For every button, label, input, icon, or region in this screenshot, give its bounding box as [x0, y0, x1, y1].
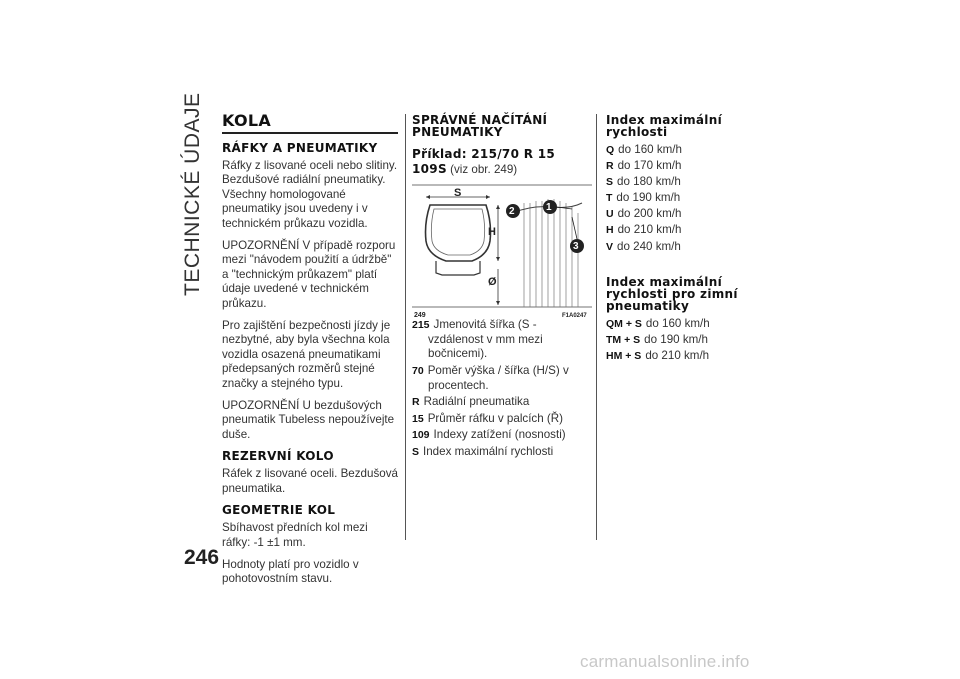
section-heading-spare-wheel: REZERVNÍ KOLO [222, 449, 334, 464]
watermark: carmanualsonline.info [580, 652, 750, 671]
list-item: R Radiální pneumatika [412, 395, 530, 409]
section-heading-winter-speed-index: Index maximální rychlosti pro zimní pneumatiky [606, 275, 738, 314]
tire-figure [412, 183, 592, 320]
list-item: T do 190 km/h [606, 191, 681, 205]
paragraph: UPOZORNĚNÍ U bezdušových pneumatik Tubeless nepoužívejte duše. [222, 398, 395, 441]
paragraph: Pro zajištění bezpečnosti jízdy je nezbytné, aby byla všechna kola vozidla osazená pneumatikami předepsaných rozměrů stejné značky a stejného typu. [222, 318, 391, 390]
column-divider-2 [596, 114, 597, 540]
figure-code: F1A0247 [562, 313, 587, 320]
column-3 [606, 114, 756, 365]
label-width: S [454, 187, 462, 200]
paragraph: Ráfky z lisované oceli nebo slitiny. Bezdušové radiální pneumatiky. Všechny homologované pneumatiky jsou uvedeny i v technickém průkazu vozidla. [222, 158, 398, 230]
list-item: S do 180 km/h [606, 175, 681, 189]
column-2 [412, 114, 590, 462]
list-item: QM + S do 160 km/h [606, 317, 710, 331]
list-item: V do 240 km/h [606, 239, 681, 253]
label-height: H [488, 226, 496, 239]
section-heading-tire-reading: SPRÁVNÉ NAČÍTÁNÍ PNEUMATIKY [412, 113, 548, 139]
list-item: 70 Poměr výška / šířka (H/S) v procentech. [412, 363, 569, 392]
list-item: Q do 160 km/h [606, 143, 682, 156]
figure-number: 249 [414, 312, 426, 320]
list-item: H do 210 km/h [606, 223, 682, 237]
column-divider-1 [405, 114, 406, 540]
chapter-title: KOLA [222, 111, 272, 130]
title-rule [222, 132, 398, 134]
tire-code-list [412, 318, 590, 459]
figure-reference: (viz obr. 249) [450, 162, 518, 176]
list-item: TM + S do 190 km/h [606, 333, 708, 347]
list-item: 215 Jmenovitá šířka (S - vzdálenost v mm mezi bočnicemi). [412, 318, 543, 361]
label-diameter: Ø [488, 276, 497, 289]
list-item: HM + S do 210 km/h [606, 349, 710, 363]
paragraph: Hodnoty platí pro vozidlo v pohotovostním stavu. [222, 557, 359, 586]
paragraph: Ráfek z lisované oceli. Bezdušová pneumatika. [222, 467, 398, 495]
winter-speed-index-list [606, 317, 756, 364]
column-1 [222, 111, 398, 594]
callout-3: 3 [573, 241, 579, 253]
section-heading-rims: RÁFKY A PNEUMATIKY [222, 140, 378, 155]
list-item: R do 170 km/h [606, 159, 682, 173]
speed-index-list [606, 143, 756, 254]
paragraph: UPOZORNĚNÍ V případě rozporu mezi "návodem použití a údržbě" a "technickým průkazem" platí údaje uvedené v technickém průkazu. [222, 238, 396, 310]
section-heading-speed-index: Index maximální rychlosti [606, 113, 722, 139]
section-heading-wheel-geometry: GEOMETRIE KOL [222, 503, 336, 518]
list-item: S Index maximální rychlosti [412, 444, 554, 458]
paragraph: Sbíhavost předních kol mezi ráfky: -1 ±1 mm. [222, 521, 368, 550]
list-item: 15 Průměr ráfku v palcích (Ř) [412, 411, 563, 425]
list-item: U do 200 km/h [606, 207, 682, 221]
side-section-title: TECHNICKÉ ÚDAJE [181, 92, 204, 296]
callout-2: 2 [509, 206, 515, 218]
page-number: 246 [184, 546, 220, 569]
tire-cross-section-diagram [412, 183, 592, 308]
list-item: 109 Indexy zatížení (nosnosti) [412, 428, 566, 442]
example-heading: Příklad: 215/70 R 15 109S [412, 147, 556, 176]
callout-1: 1 [546, 202, 552, 214]
